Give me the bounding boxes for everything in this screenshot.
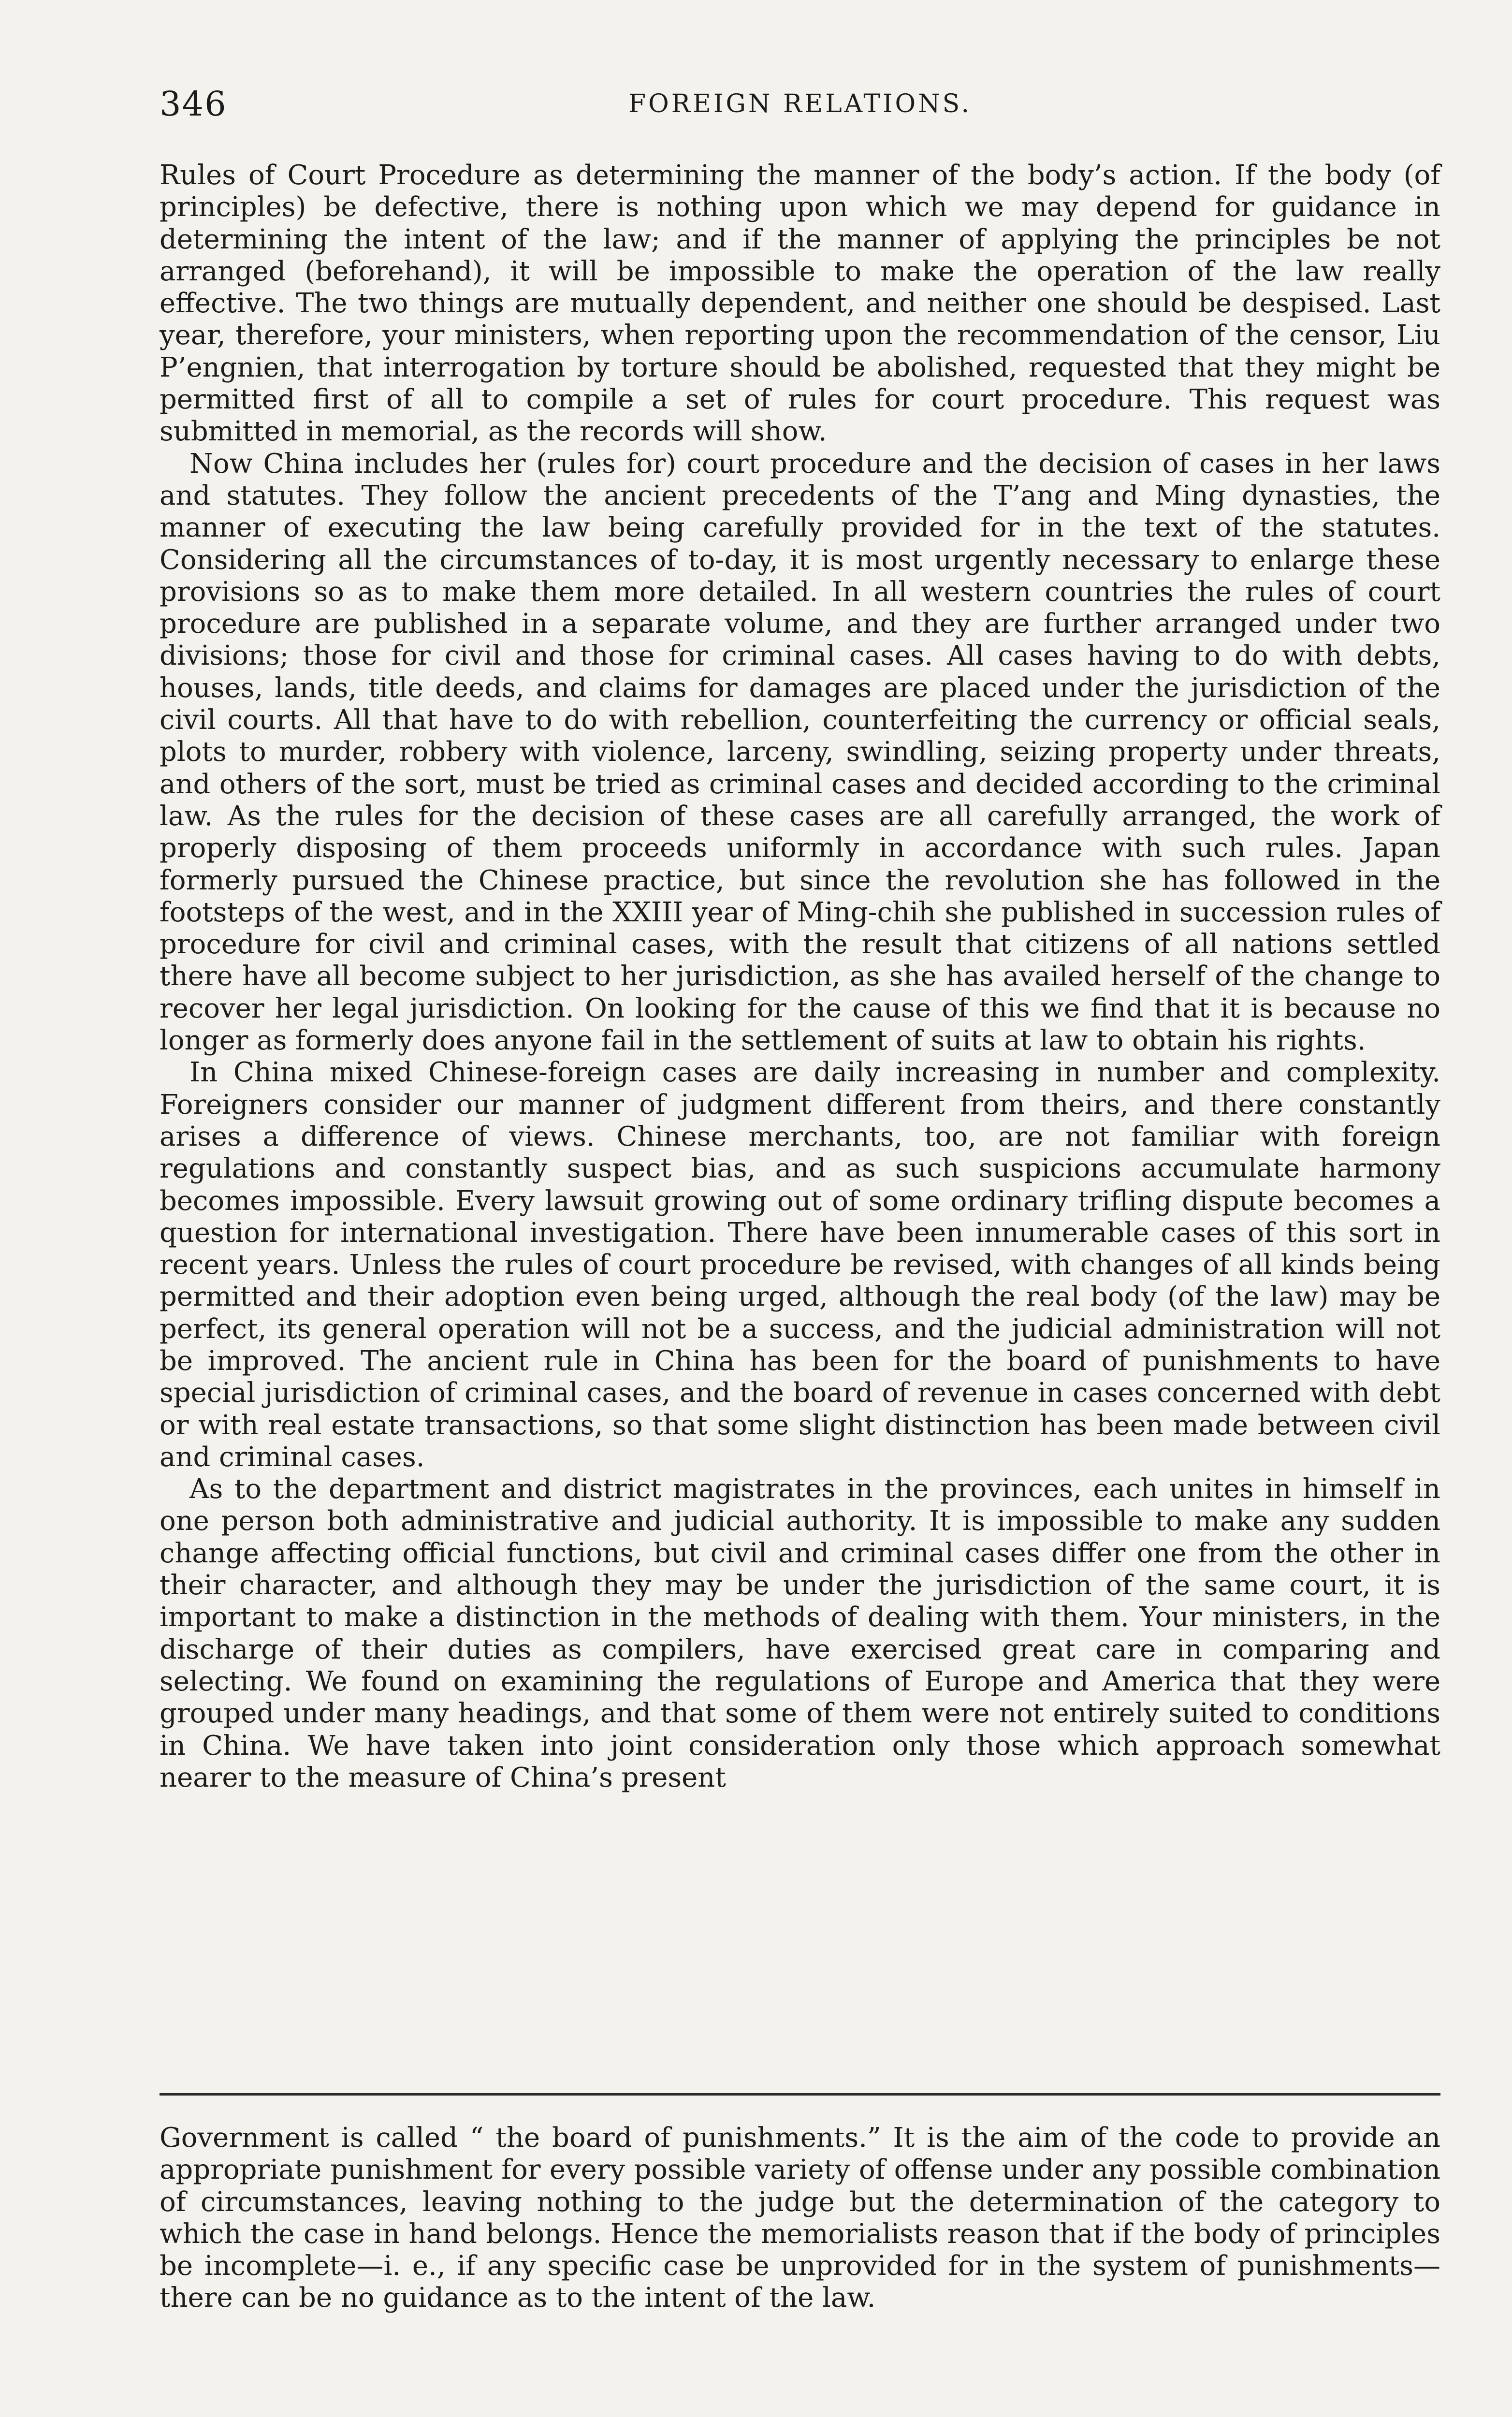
page-header xyxy=(160,80,1440,128)
footnote-text: Government is called “ the board of punishments.” It is the aim of the code to provide an appropriate punishment for every possible variety of offense under any possible combination of circumstances, leaving nothing to the judge but the determination of the category to which the case in hand belongs. Hence the memorialists reason that if the body of principles be incomplete—i. e., if any specific case be unprovided for in the system of punishments—there can be no guidance as to the intent of the law. xyxy=(160,2122,1440,2314)
page-number: 346 xyxy=(160,84,227,124)
paragraph: In China mixed Chinese-foreign cases are daily increasing in number and complexity. Foreigners consider our manner of judgment different from theirs, and there constantly arises a difference of views. Chinese merchants, too, are not familiar with foreign regulations and constantly suspect bias, and as such suspicions accumulate harmony becomes impossible. Every lawsuit growing out of some ordinary trifling dispute becomes a question for international investigation. There have been innumerable cases of this sort in recent years. Unless the rules of court procedure be revised, with changes of all kinds being permitted and their adoption even being urged, although the real body (of the law) may be perfect, its general operation will not be a success, and the judicial administration will not be improved. The ancient rule in China has been for the board of punishments to have special jurisdiction of criminal cases, and the board of revenue in cases concerned with debt or with real estate transactions, so that some slight distinction has been made between civil and criminal cases. xyxy=(160,1057,1440,1473)
footnote-divider xyxy=(160,2093,1440,2096)
running-title: FOREIGN RELATIONS. xyxy=(628,89,972,118)
paragraph-continued: Rules of Court Procedure as determining the manner of the body’s action. If the body (of principles) be defective, there is nothing upon which we may depend for guidance in determining the intent of the law; and if the manner of applying the principles be not arranged (beforehand), it will be impossible to make the operation of the law really effective. The two things are mutually dependent, and neither one should be despised. Last year, therefore, your ministers, when reporting upon the recommendation of the censor, Liu P’engnien, that interrogation by torture should be abolished, requested that they might be permitted first of all to compile a set of rules for court procedure. This request was submitted in memorial, as the records will show. xyxy=(160,160,1440,448)
footnote xyxy=(160,2122,1440,2315)
paragraph: Now China includes her (rules for) court procedure and the decision of cases in her laws and statutes. They follow the ancient precedents of the T’ang and Ming dynasties, the manner of executing the law being carefully provided for in the text of the statutes. Considering all the circumstances of to-day, it is most urgently necessary to enlarge these provisions so as to make them more detailed. In all western countries the rules of court procedure are published in a separate volume, and they are further arranged under two divisions; those for civil and those for criminal cases. All cases having to do with debts, houses, lands, title deeds, and claims for damages are placed under the jurisdiction of the civil courts. All that have to do with rebellion, counterfeiting the currency or official seals, plots to murder, robbery with violence, larceny, swindling, seizing property under threats, and others of the sort, must be tried as criminal cases and decided according to the criminal law. As the rules for the decision of these cases are all carefully arranged, the work of properly disposing of them proceeds uniformly in accordance with such rules. Japan formerly pursued the Chinese practice, but since the revolution she has followed in the footsteps of the west, and in the XXIII year of Ming-chih she published in succession rules of procedure for civil and criminal cases, with the result that citizens of all nations settled there have all become subject to her jurisdiction, as she has availed herself of the change to recover her legal jurisdiction. On looking for the cause of this we find that it is because no longer as formerly does anyone fail in the settlement of suits at law to obtain his rights. xyxy=(160,448,1440,1057)
paragraph: As to the department and district magistrates in the provinces, each unites in himself in one person both administrative and judicial authority. It is impossible to make any sudden change affecting official functions, but civil and criminal cases differ one from the other in their character, and although they may be under the jurisdiction of the same court, it is important to make a distinction in the methods of dealing with them. Your ministers, in the discharge of their duties as compilers, have exercised great care in comparing and selecting. We found on examining the regulations of Europe and America that they were grouped under many headings, and that some of them were not entirely suited to conditions in China. We have taken into joint consideration only those which approach somewhat nearer to the measure of China’s present xyxy=(160,1473,1440,1793)
body-text xyxy=(160,160,1440,1794)
